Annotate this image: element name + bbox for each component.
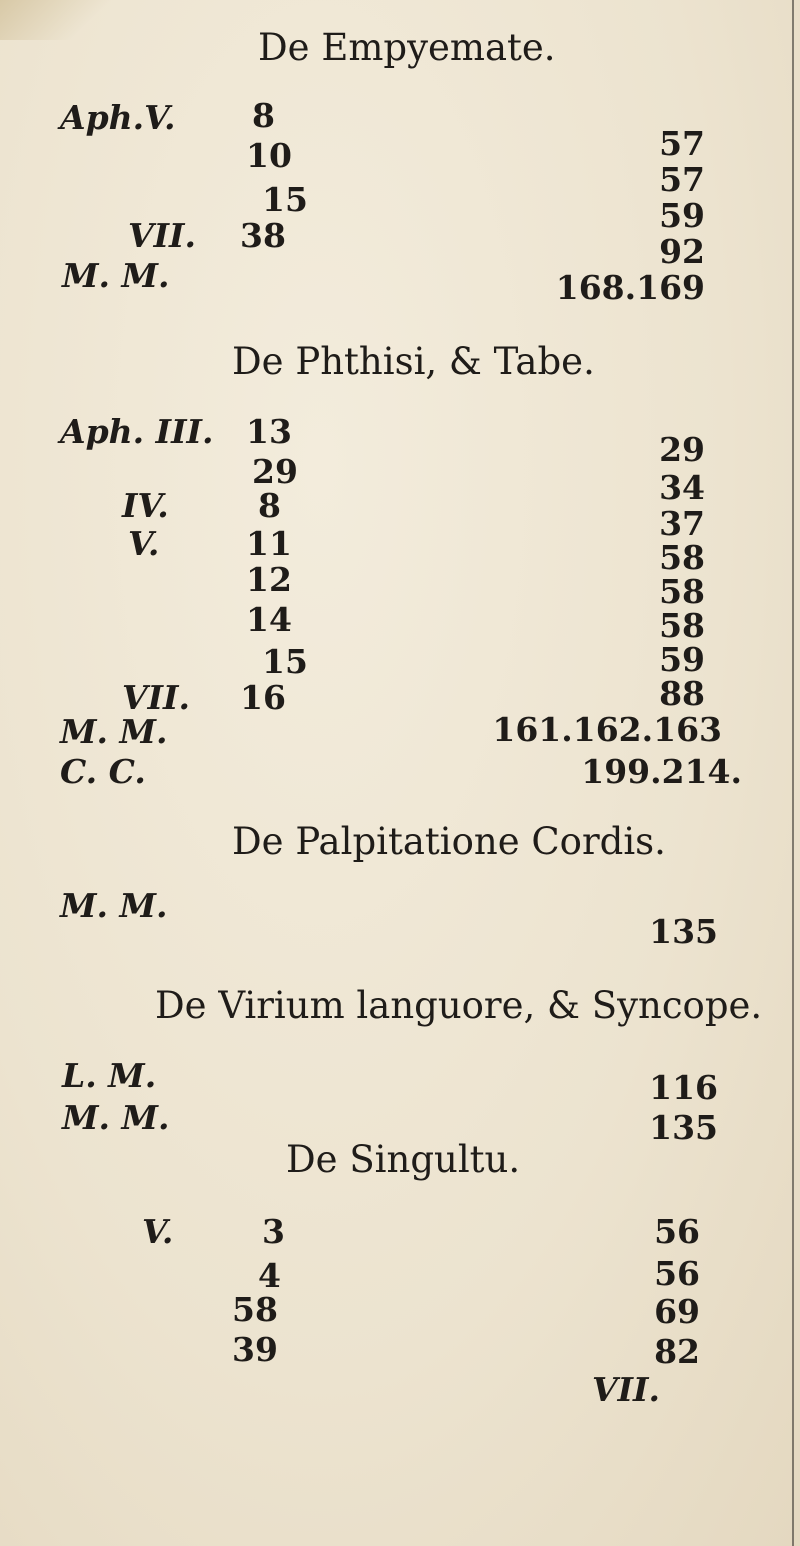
row-aphorism: 4	[258, 1256, 281, 1295]
row-page: 168.169	[555, 268, 705, 307]
row-page: 58	[659, 538, 705, 577]
row-page: 56	[654, 1212, 700, 1251]
row-label: V.	[128, 524, 160, 563]
row-aphorism: 12	[246, 560, 292, 599]
row-label: V.	[142, 1212, 174, 1251]
row-page: 37	[659, 504, 705, 543]
row-label: C. C.	[60, 752, 146, 791]
row-label: L. M.	[62, 1056, 157, 1095]
section-heading-phthisis: De Phthisi, & Tabe.	[232, 340, 595, 383]
row-page: 57	[659, 160, 705, 199]
section-heading-hiccup: De Singultu.	[286, 1138, 521, 1181]
row-page: 135	[649, 912, 718, 951]
row-label: M. M.	[60, 712, 168, 751]
row-page: 58	[659, 572, 705, 611]
row-page: 59	[659, 196, 705, 235]
row-label: M. M.	[62, 256, 170, 295]
row-label: M. M.	[60, 886, 168, 925]
row-label: Aph. III.	[60, 412, 214, 451]
row-label: VII.	[128, 216, 196, 255]
row-page: 82	[654, 1332, 700, 1371]
row-aphorism: 8	[258, 486, 281, 525]
row-page: 199.214.	[581, 752, 742, 791]
row-page: 161.162.163	[492, 710, 722, 749]
page-corner-stain	[0, 0, 120, 40]
row-aphorism: 15	[262, 642, 308, 681]
row-label: Aph.V.	[60, 98, 176, 137]
row-aphorism: 16	[240, 678, 286, 717]
row-page: 57	[659, 124, 705, 163]
row-aphorism: 10	[246, 136, 292, 175]
row-aphorism: 39	[232, 1330, 278, 1369]
row-page: 29	[659, 430, 705, 469]
row-page: 135	[649, 1108, 718, 1147]
row-label: IV.	[122, 486, 169, 525]
row-page: 88	[659, 674, 705, 713]
row-page: 34	[659, 468, 705, 507]
section-heading-syncope: De Virium languore, & Syncope.	[155, 984, 763, 1027]
row-page: 69	[654, 1292, 700, 1331]
row-aphorism: 13	[246, 412, 292, 451]
row-aphorism: 8	[252, 96, 275, 135]
catchword: VII.	[592, 1370, 660, 1409]
page-edge	[792, 0, 794, 1546]
row-aphorism: 14	[246, 600, 292, 639]
row-aphorism: 29	[252, 452, 298, 491]
row-aphorism: 58	[232, 1290, 278, 1329]
row-aphorism: 11	[246, 524, 292, 563]
row-page: 116	[649, 1068, 718, 1107]
row-label: M. M.	[62, 1098, 170, 1137]
row-page: 58	[659, 606, 705, 645]
row-aphorism: 3	[262, 1212, 285, 1251]
section-heading-empyema: De Empyemate.	[258, 26, 556, 69]
row-page: 56	[654, 1254, 700, 1293]
row-page: 59	[659, 640, 705, 679]
row-aphorism: 38	[240, 216, 286, 255]
row-aphorism: 15	[262, 180, 308, 219]
row-page: 92	[659, 232, 705, 271]
section-heading-palpitation: De Palpitatione Cordis.	[232, 820, 666, 863]
row-label: VII.	[122, 678, 190, 717]
